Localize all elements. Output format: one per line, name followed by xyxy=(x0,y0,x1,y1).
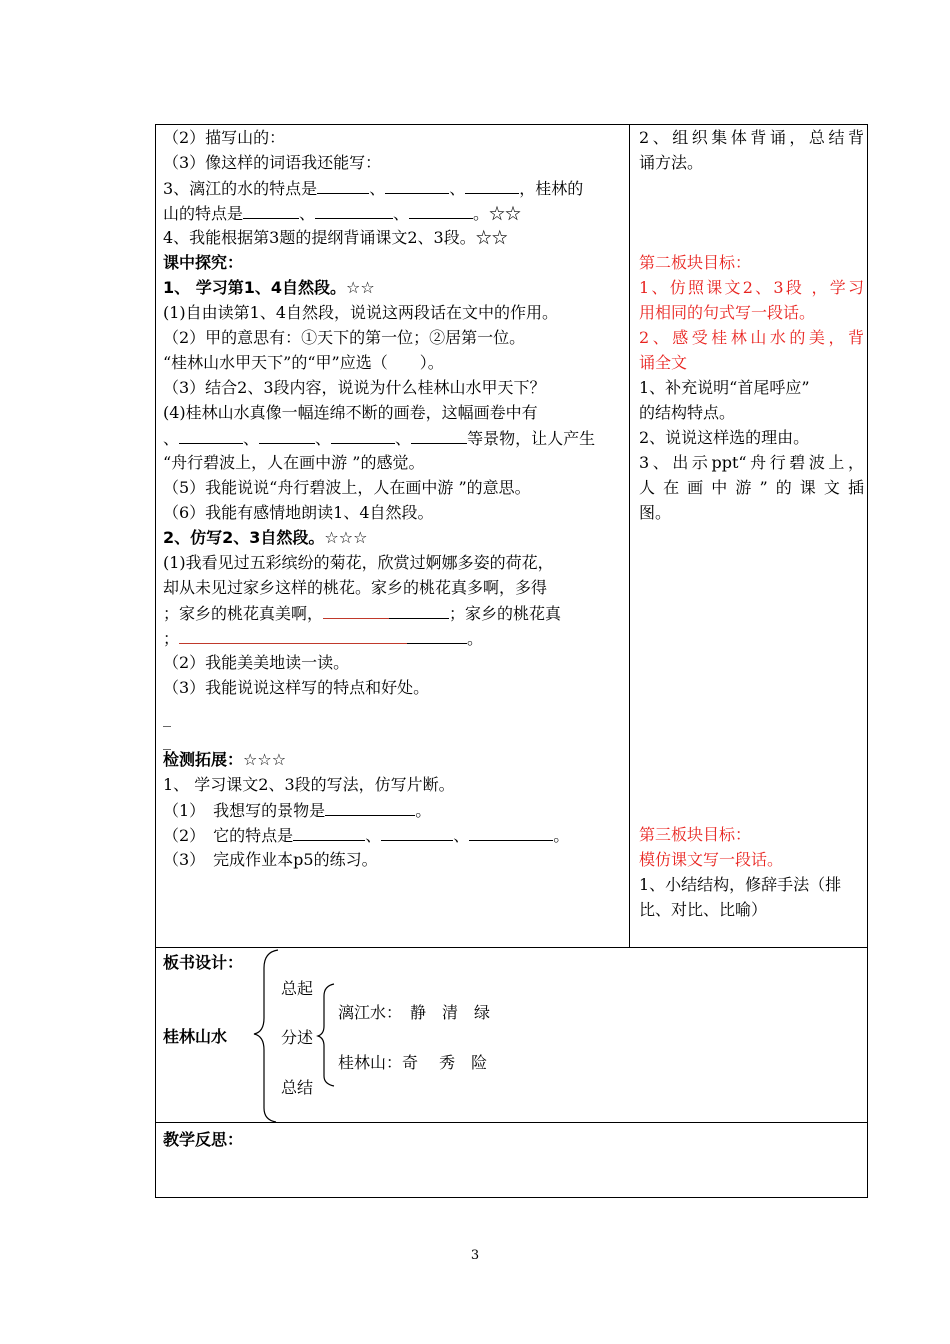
text-line xyxy=(163,426,595,450)
text-line: “舟行碧波上，人在画中游 ”的感觉。 xyxy=(163,453,425,472)
text-segment: 、 xyxy=(365,826,382,845)
text-line: 却从未见过家乡这样的桃花。家乡的桃花真多啊，多得 xyxy=(163,578,548,597)
fill-blank[interactable] xyxy=(179,626,407,644)
text-line: _ xyxy=(163,731,171,750)
text-line: (1)自由读第1、4自然段，说说这两段话在文中的作用。 xyxy=(163,303,559,322)
fill-blank[interactable] xyxy=(323,601,389,619)
board-mountain: 桂林山：奇 秀 险 xyxy=(338,1053,488,1072)
board-water: 漓江水： 静 清 绿 xyxy=(338,1003,491,1022)
fill-blank[interactable] xyxy=(469,823,553,841)
text-line: 诵方法。 xyxy=(639,153,704,172)
reflection-cell xyxy=(155,1122,868,1198)
text-segment: 、 xyxy=(163,429,180,448)
text-segment: （2） 它的特点是 xyxy=(163,826,294,845)
section-goal-heading: 第三板块目标： xyxy=(639,825,752,844)
text-segment: 3、漓江的水的特点是 xyxy=(163,179,318,198)
text-line: （3）我能说说这样写的特点和好处。 xyxy=(163,678,430,697)
text-line xyxy=(163,798,431,822)
text-segment: 、 xyxy=(315,429,332,448)
fill-blank[interactable] xyxy=(179,426,243,444)
text-segment: 。☆☆ xyxy=(473,204,522,223)
text-line: 4、我能根据第3题的提纲背诵课文2、3段。☆☆ xyxy=(163,228,508,247)
section-heading: 2、仿写2、3自然段。☆☆☆ xyxy=(163,528,368,547)
text-segment: （1） 我想写的景物是 xyxy=(163,801,326,820)
section-heading: 1、 学习第1、4自然段。☆☆ xyxy=(163,278,375,297)
text-line: 模仿课文写一段话。 xyxy=(639,850,784,869)
board-zongqi: 总起 xyxy=(281,979,314,998)
text-line: 的结构特点。 xyxy=(639,403,736,422)
fill-blank[interactable] xyxy=(243,201,299,219)
text-segment: 、 xyxy=(299,204,316,223)
fill-blank[interactable] xyxy=(325,798,415,816)
board-zongjie: 总结 xyxy=(281,1078,314,1097)
text-line: （6）我能有感情地朗读1、4自然段。 xyxy=(163,503,434,522)
text-line: 3、出示ppt“舟行碧波上， xyxy=(639,453,864,472)
text-segment: 、 xyxy=(395,429,412,448)
text-segment: ；家乡的桃花真美啊， xyxy=(163,604,324,623)
text-line: 比、对比、比喻） xyxy=(639,900,768,919)
text-segment: ；家乡的桃花真 xyxy=(449,604,562,623)
fill-blank[interactable] xyxy=(465,176,519,194)
text-segment: 。 xyxy=(467,629,484,648)
reflection-label: 教学反思： xyxy=(163,1130,244,1149)
text-line: 2、感受桂林山水的美，背 xyxy=(639,328,864,347)
text-segment: 。 xyxy=(415,801,432,820)
fill-blank[interactable] xyxy=(381,823,453,841)
text-line: 诵全文 xyxy=(639,353,688,372)
fill-blank[interactable] xyxy=(315,201,393,219)
text-line: “桂林山水甲天下”的“甲”应选（ ）。 xyxy=(163,353,444,372)
text-segment: 山的特点是 xyxy=(163,204,244,223)
text-line: 图。 xyxy=(639,503,672,522)
text-segment: 、 xyxy=(393,204,410,223)
text-segment: 、 xyxy=(369,179,386,198)
text-line: （5）我能说说“舟行碧波上，人在画中游 ”的意思。 xyxy=(163,478,531,497)
fill-blank[interactable] xyxy=(259,426,315,444)
board-fenshu: 分述 xyxy=(281,1028,314,1047)
text-segment: ； xyxy=(163,629,180,648)
text-line: 用相同的句式写一段话。 xyxy=(639,303,816,322)
text-line xyxy=(163,823,569,847)
text-line: 2、组织集体背诵，总结背 xyxy=(639,128,864,147)
text-line: (1)我看见过五彩缤纷的菊花，欣赏过婀娜多姿的荷花， xyxy=(163,553,554,572)
text-segment: ，桂林的 xyxy=(519,179,584,198)
fill-blank[interactable] xyxy=(331,426,395,444)
text-line: （2）描写山的： xyxy=(163,128,286,147)
fill-blank[interactable] xyxy=(407,626,467,644)
fill-blank[interactable] xyxy=(411,426,467,444)
text-line: （2）甲的意思有：①天下的第一位；②居第一位。 xyxy=(163,328,526,347)
text-line xyxy=(163,626,483,650)
text-segment: 。 xyxy=(553,826,570,845)
text-line: （2）我能美美地读一读。 xyxy=(163,653,350,672)
section-heading: 检测拓展：☆☆☆ xyxy=(163,750,287,769)
fill-blank[interactable] xyxy=(293,823,365,841)
text-line: （3）结合2、3段内容，说说为什么桂林山水甲天下？ xyxy=(163,378,546,397)
section-goal-heading: 第二板块目标： xyxy=(639,253,752,272)
fill-blank[interactable] xyxy=(389,601,449,619)
text-line: （3） 完成作业本p5的练习。 xyxy=(163,850,378,869)
fill-blank[interactable] xyxy=(409,201,473,219)
text-line: (4)桂林山水真像一幅连绵不断的画卷，这幅画卷中有 xyxy=(163,403,538,422)
text-segment: 、 xyxy=(449,179,466,198)
board-title: 桂林山水 xyxy=(163,1027,228,1046)
column-divider xyxy=(629,124,630,948)
text-line: （3）像这样的词语我还能写： xyxy=(163,153,382,172)
fill-blank[interactable] xyxy=(317,176,369,194)
text-segment: 、 xyxy=(243,429,260,448)
text-line: 1、仿照课文2、3段 ，学习 xyxy=(639,278,864,297)
text-line xyxy=(163,601,561,625)
text-line: 1、 学习课文2、3段的写法，仿写片断。 xyxy=(163,775,455,794)
text-line: 1、小结结构，修辞手法（排 xyxy=(639,875,842,894)
text-line: 2、说说这样选的理由。 xyxy=(639,428,810,447)
board-design-label: 板书设计： xyxy=(163,953,244,972)
text-line xyxy=(163,176,583,200)
text-segment: 等景物，让人产生 xyxy=(467,429,596,448)
text-segment: 、 xyxy=(453,826,470,845)
page-number: 3 xyxy=(470,1248,480,1263)
section-heading: 课中探究： xyxy=(163,253,244,272)
text-line xyxy=(163,201,521,225)
text-line: 人在画中游”的课文插 xyxy=(639,478,864,497)
fill-blank[interactable] xyxy=(385,176,449,194)
text-line: 1、补充说明“首尾呼应” xyxy=(639,378,810,397)
text-line: _ xyxy=(163,708,171,727)
